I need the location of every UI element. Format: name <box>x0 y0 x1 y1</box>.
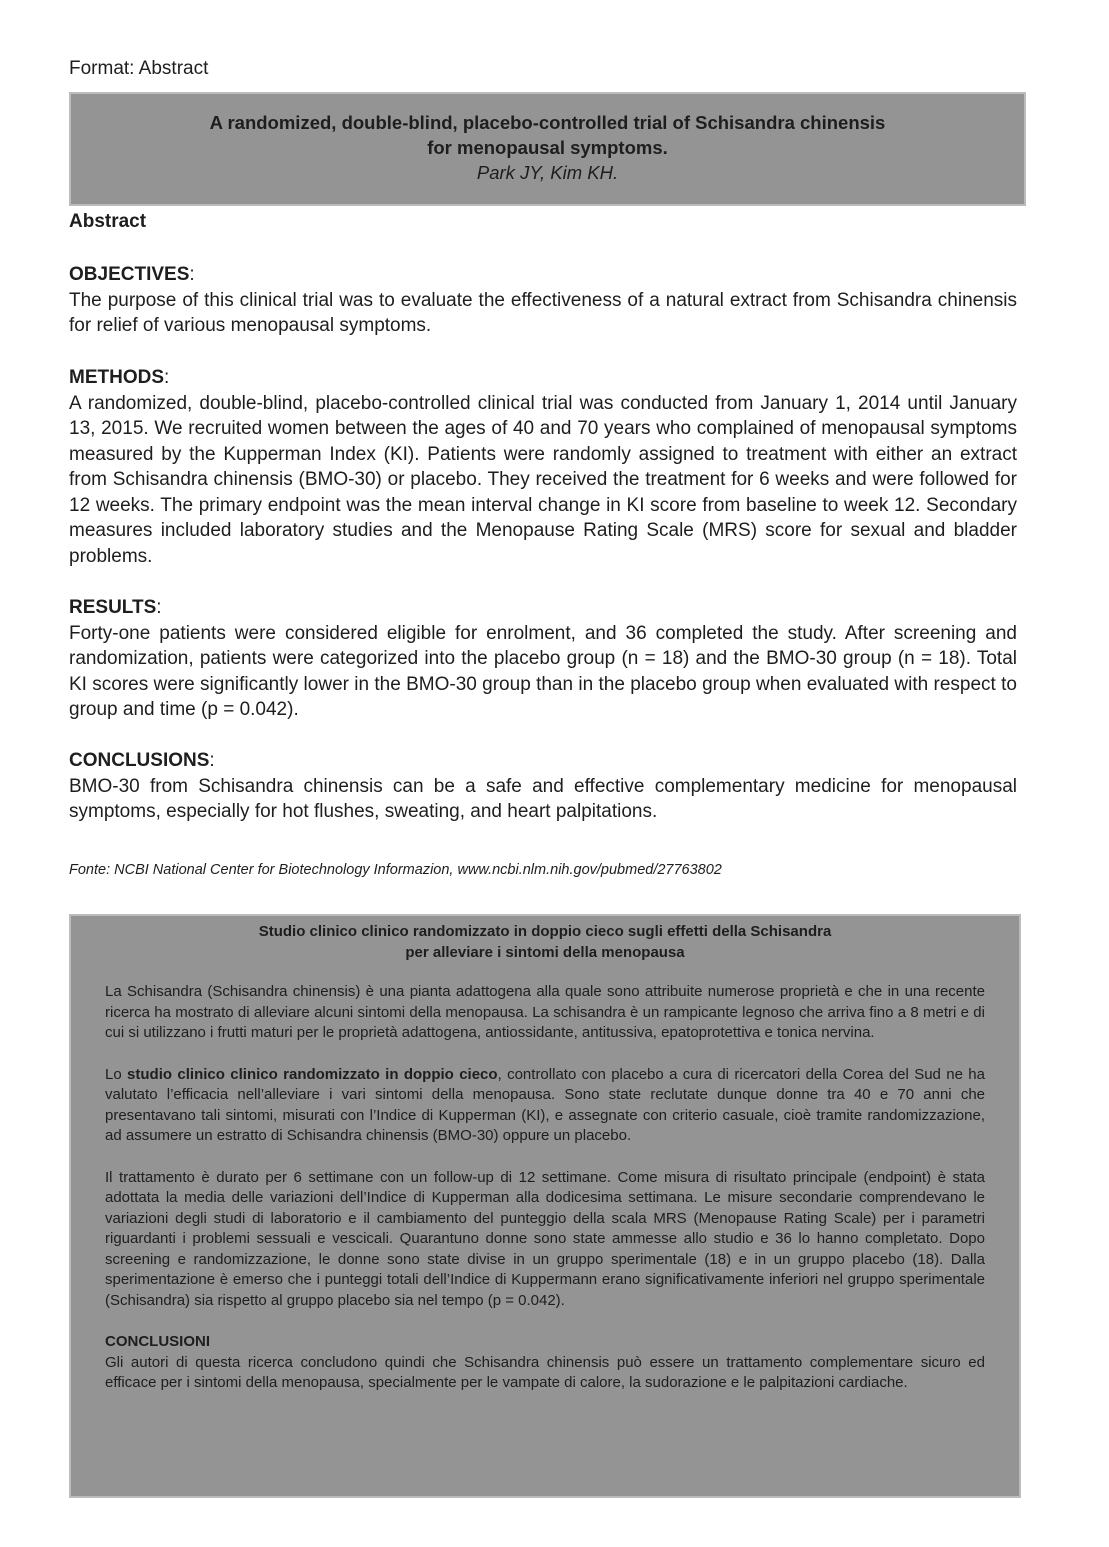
italian-paragraph-1: La Schisandra (Schisandra chinensis) è una pianta adattogena alla quale sono attribuite numerose proprietà e che in una recente ricerca ha mostrato di alleviare alcuni sintomi della menopausa. La schisandra è un rampicante legnoso che arriva fino a 8 metri e di cui si utilizzano i frutti maturi per le proprietà adattogena, antiossidante, antitussiva, epatoprotettiva e tonica nervina. <box>105 983 985 1041</box>
italian-paragraph-2-lead: Lo <box>105 1065 128 1083</box>
conclusions-heading: CONCLUSIONS <box>69 750 210 771</box>
italian-paragraph-2 <box>105 1065 985 1147</box>
paper-title-box <box>69 92 1026 206</box>
italian-conclusions-heading: CONCLUSIONI <box>105 1333 210 1350</box>
results-heading: RESULTS <box>69 597 157 618</box>
methods-heading: METHODS <box>69 367 164 388</box>
italian-title-line-2: per alleviare i sintomi della menopausa <box>405 943 685 961</box>
objectives-heading: OBJECTIVES <box>69 264 190 285</box>
methods-section: METHODS: A randomized, double-blind, placebo-controlled clinical trial was conducted from January 1, 2014 until January 13, 2015. We recruited women between the ages of 40 and 70 years who complained of menopausal symptoms measured by the Kupperman Index (KI). Patients were randomly assigned to treatment with either an extract from Schisandra chinensis (BMO-30) or placebo. They received the treatment for 6 weeks and were followed for 12 weeks. The primary endpoint was the mean interval change in KI score from baseline to week 12. Secondary measures included laboratory studies and the Menopause Rating Scale (MRS) score for sexual and bladder problems. <box>69 365 1017 569</box>
italian-conclusions-text: Gli autori di questa ricerca concludono quindi che Schisandra chinensis può essere un trattamento complementare sicuro ed efficace per i sintomi della menopausa, specialmente per le vampate di calore, la sudorazione e le palpitazioni cardiache. <box>105 1353 985 1391</box>
paper-authors: Park JY, Kim KH. <box>476 162 619 183</box>
conclusions-text: BMO-30 from Schisandra chinensis can be a safe and effective complementary medicine for menopausal symptoms, especially for hot flushes, sweating, and heart palpitations. <box>69 775 1017 822</box>
italian-paragraph-2-bold: studio clinico clinico randomizzato in doppio cieco <box>127 1065 498 1083</box>
italian-paragraph-3: Il trattamento è durato per 6 settimane con un follow-up di 12 settimane. Come misura di risultato principale (endpoint) è stata adottata la media delle variazioni dell’Indice di Kupperman alla dodicesima settimana. Le misure secondarie comprendevano le variazioni degli studi di laboratorio e il cambiamento del punteggio della scala MRS (Menopause Rating Scale) per i parametri riguardanti i problemi sessuali e vescicali. Quarantuno donne sono state ammesse allo studio e 36 lo hanno completato. Dopo screening e randomizzazione, le donne sono state divise in un gruppo sperimentale (18) e in un gruppo placebo (18). Dalla sperimentazione è emerso che i punteggi totali dell’Indice di Kuppermann erano significativamente inferiori nel gruppo sperimentale (Schisandra) sia rispetto al gruppo placebo sia nel tempo (p = 0.042). <box>105 1168 985 1309</box>
abstract-heading: Abstract <box>69 211 147 232</box>
results-text: Forty-one patients were considered eligible for enrolment, and 36 completed the study. After screening and randomization, patients were categorized into the placebo group (n = 18) and the BMO-30 group (n = 18). Total KI scores were significantly lower in the BMO-30 group than in the placebo group when evaluated with respect to group and time (p = 0.042). <box>69 622 1017 720</box>
italian-title <box>105 922 985 963</box>
format-label: Format: Abstract <box>69 58 209 79</box>
paper-title-line-2: for menopausal symptoms. <box>427 137 668 158</box>
source-citation: Fonte: NCBI National Center for Biotechnology Informazion, www.ncbi.nlm.nih.gov/pubmed/27763802 <box>69 862 722 878</box>
methods-text: A randomized, double-blind, placebo-controlled clinical trial was conducted from January 1, 2014 until January 13, 2015. We recruited women between the ages of 40 and 70 years who complained of menopausal symptoms measured by the Kupperman Index (KI). Patients were randomly assigned to treatment with either an extract from Schisandra chinensis (BMO-30) or placebo. They received the treatment for 6 weeks and were followed for 12 weeks. The primary endpoint was the mean interval change in KI score from baseline to week 12. Secondary measures included laboratory studies and the Menopause Rating Scale (MRS) score for sexual and bladder problems. <box>69 392 1017 567</box>
objectives-text: The purpose of this clinical trial was to evaluate the effectiveness of a natural extract from Schisandra chinensis for relief of various menopausal symptoms. <box>69 289 1017 336</box>
conclusions-section: CONCLUSIONS: BMO-30 from Schisandra chinensis can be a safe and effective complementary medicine for menopausal symptoms, especially for hot flushes, sweating, and heart palpitations. <box>69 748 1017 825</box>
italian-summary-box <box>69 914 1021 1498</box>
italian-title-line-1: Studio clinico clinico randomizzato in doppio cieco sugli effetti della Schisandra <box>258 923 832 940</box>
results-section: RESULTS: Forty-one patients were considered eligible for enrolment, and 36 completed the study. After screening and randomization, patients were categorized into the placebo group (n = 18) and the BMO-30 group (n = 18). Total KI scores were significantly lower in the BMO-30 group than in the placebo group when evaluated with respect to group and time (p = 0.042). <box>69 595 1017 723</box>
italian-paragraph-2-rest: , controllato con placebo a cura di ricercatori della Corea del Sud ne ha valutato l’efficacia nell’alleviare i vari sintomi della menopausa. Sono state reclutate dunque donne tra 40 e 70 anni che presentavano tali sintomi, misurati con l’Indice di Kupperman (KI), e assegnate con criterio casuale, cioè tramite randomizzazione, ad assumere un estratto di Schisandra chinensis (BMO-30) oppure un placebo. <box>105 1065 985 1144</box>
paper-title-line-1: A randomized, double-blind, placebo-controlled trial of Schisandra chinensis <box>209 112 886 133</box>
objectives-section: OBJECTIVES: The purpose of this clinical trial was to evaluate the effectiveness of a natural extract from Schisandra chinensis for relief of various menopausal symptoms. <box>69 262 1017 339</box>
